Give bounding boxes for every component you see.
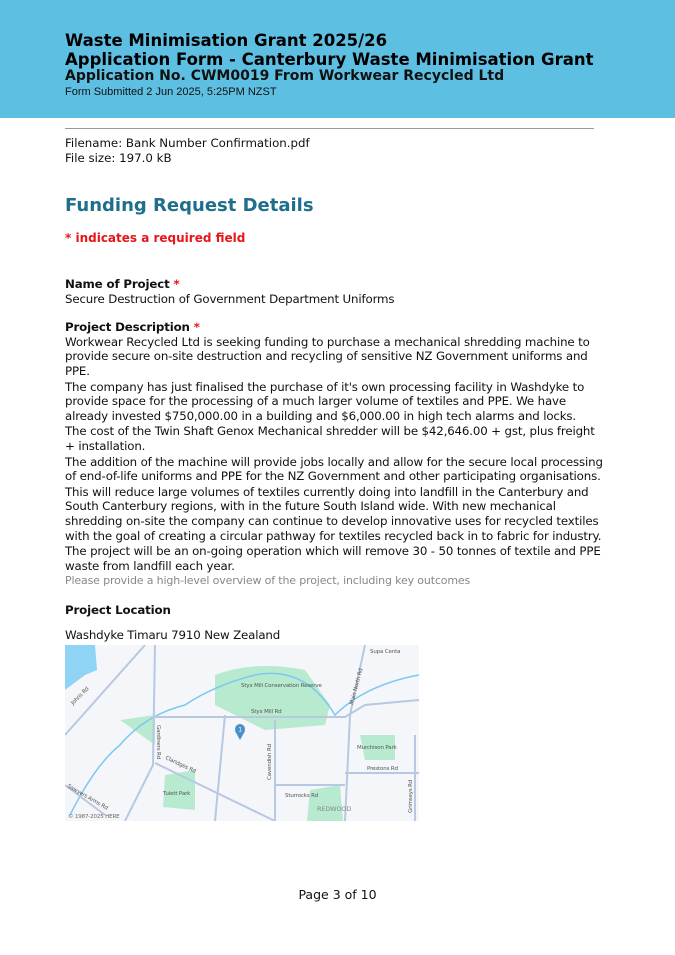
attachment-filename: Filename: Bank Number Confirmation.pdf <box>65 136 310 150</box>
map-marker[interactable] <box>235 724 245 740</box>
submitted-date: Form Submitted 2 Jun 2025, 5:25PM NZST <box>65 86 277 98</box>
form-header <box>0 0 675 118</box>
map-label: Supa Centa <box>370 649 401 656</box>
field-project-name <box>65 277 605 306</box>
desc-paragraph: Workwear Recycled Ltd is seeking funding to purchase a mechanical shredding machine to provide secure on-site destruction and recycling of sensitive NZ Government uniforms and PPE. <box>65 334 590 378</box>
map-label: Murchison Park <box>357 745 397 752</box>
map-label: Prestons Rd <box>367 766 398 773</box>
map-label: Cavendish Rd <box>267 744 273 781</box>
form-title: Application Form - Canterbury Waste Minimisation Grant <box>65 50 594 69</box>
field-project-description <box>65 320 605 589</box>
desc-paragraph: The company has just finalised the purchase of it's own processing facility in Washdyke to provide space for the processing of a much larger volume of textiles and PPE. We have already invested $750,000.00 in a building and $6,000.00 in high tech alarms and locks. <box>65 379 585 423</box>
field-hint: Please provide a high-level overview of the project, including key outcomes <box>65 574 471 588</box>
divider <box>65 128 594 129</box>
field-value: Secure Destruction of Government Department Uniforms <box>65 291 395 306</box>
map-label: Johns Rd <box>70 686 91 707</box>
section-title: Funding Request Details <box>65 195 314 216</box>
field-label: Project Description <box>65 320 190 335</box>
map-label: Styx Mill Conservation Reserve <box>241 683 322 690</box>
map-label: Gardiners Rd <box>155 725 161 760</box>
desc-paragraph: The project will be an on-going operation which will remove 30 - 50 tonnes of textile and PPE waste from landfill each year. <box>65 544 601 573</box>
map-label: Grimseys Rd <box>408 779 414 814</box>
page-number: Page 3 of 10 <box>298 887 377 902</box>
map-label: Sturrocks Rd <box>285 793 319 800</box>
form-fields <box>65 277 605 821</box>
location-value: Washdyke Timaru 7910 New Zealand <box>65 628 281 643</box>
location-label: Project Location <box>65 602 171 617</box>
map-label: Main North Rd <box>349 667 365 706</box>
map-label: Sawyers Arms Rd <box>66 783 109 812</box>
map-marker-label: 1 <box>238 726 242 734</box>
grant-title: Waste Minimisation Grant 2025/26 <box>65 31 388 50</box>
map-label: Claridges Rd <box>164 755 197 775</box>
attachment-filesize: File size: 197.0 kB <box>65 150 172 165</box>
application-number: Application No. CWM0019 From Workwear Recycled Ltd <box>65 68 505 84</box>
desc-paragraph: The cost of the Twin Shaft Genox Mechanical shredder will be $42,646.00 + gst, plus freight + installation. <box>65 424 595 453</box>
desc-paragraph: The addition of the machine will provide jobs locally and allow for the secure local processing of end-of-life uniforms and PPE for the NZ Government and other participating organisations. <box>65 454 603 484</box>
required-star: * <box>193 320 200 335</box>
field-label: Name of Project <box>65 277 170 291</box>
required-note: * indicates a required field <box>65 231 246 245</box>
map-copyright: © 1987-2025 HERE <box>68 814 120 821</box>
required-star: * <box>173 277 180 291</box>
map-label: Tulett Park <box>163 791 191 798</box>
map-label: Styx Mill Rd <box>251 709 282 716</box>
attachment-info <box>65 136 605 165</box>
map-label: REDWOOD <box>317 805 352 814</box>
desc-paragraph: This will reduce large volumes of textiles currently doing into landfill in the Canterbury and South Canterbury regions, with in the future South Island wide. With new mechanical shredding on-site the company can continue to develop innovative uses for recycled textiles with the goal of creating a circular pathway for textiles recycled back in to fabric for industry. <box>65 484 602 543</box>
location-map[interactable] <box>65 645 419 821</box>
